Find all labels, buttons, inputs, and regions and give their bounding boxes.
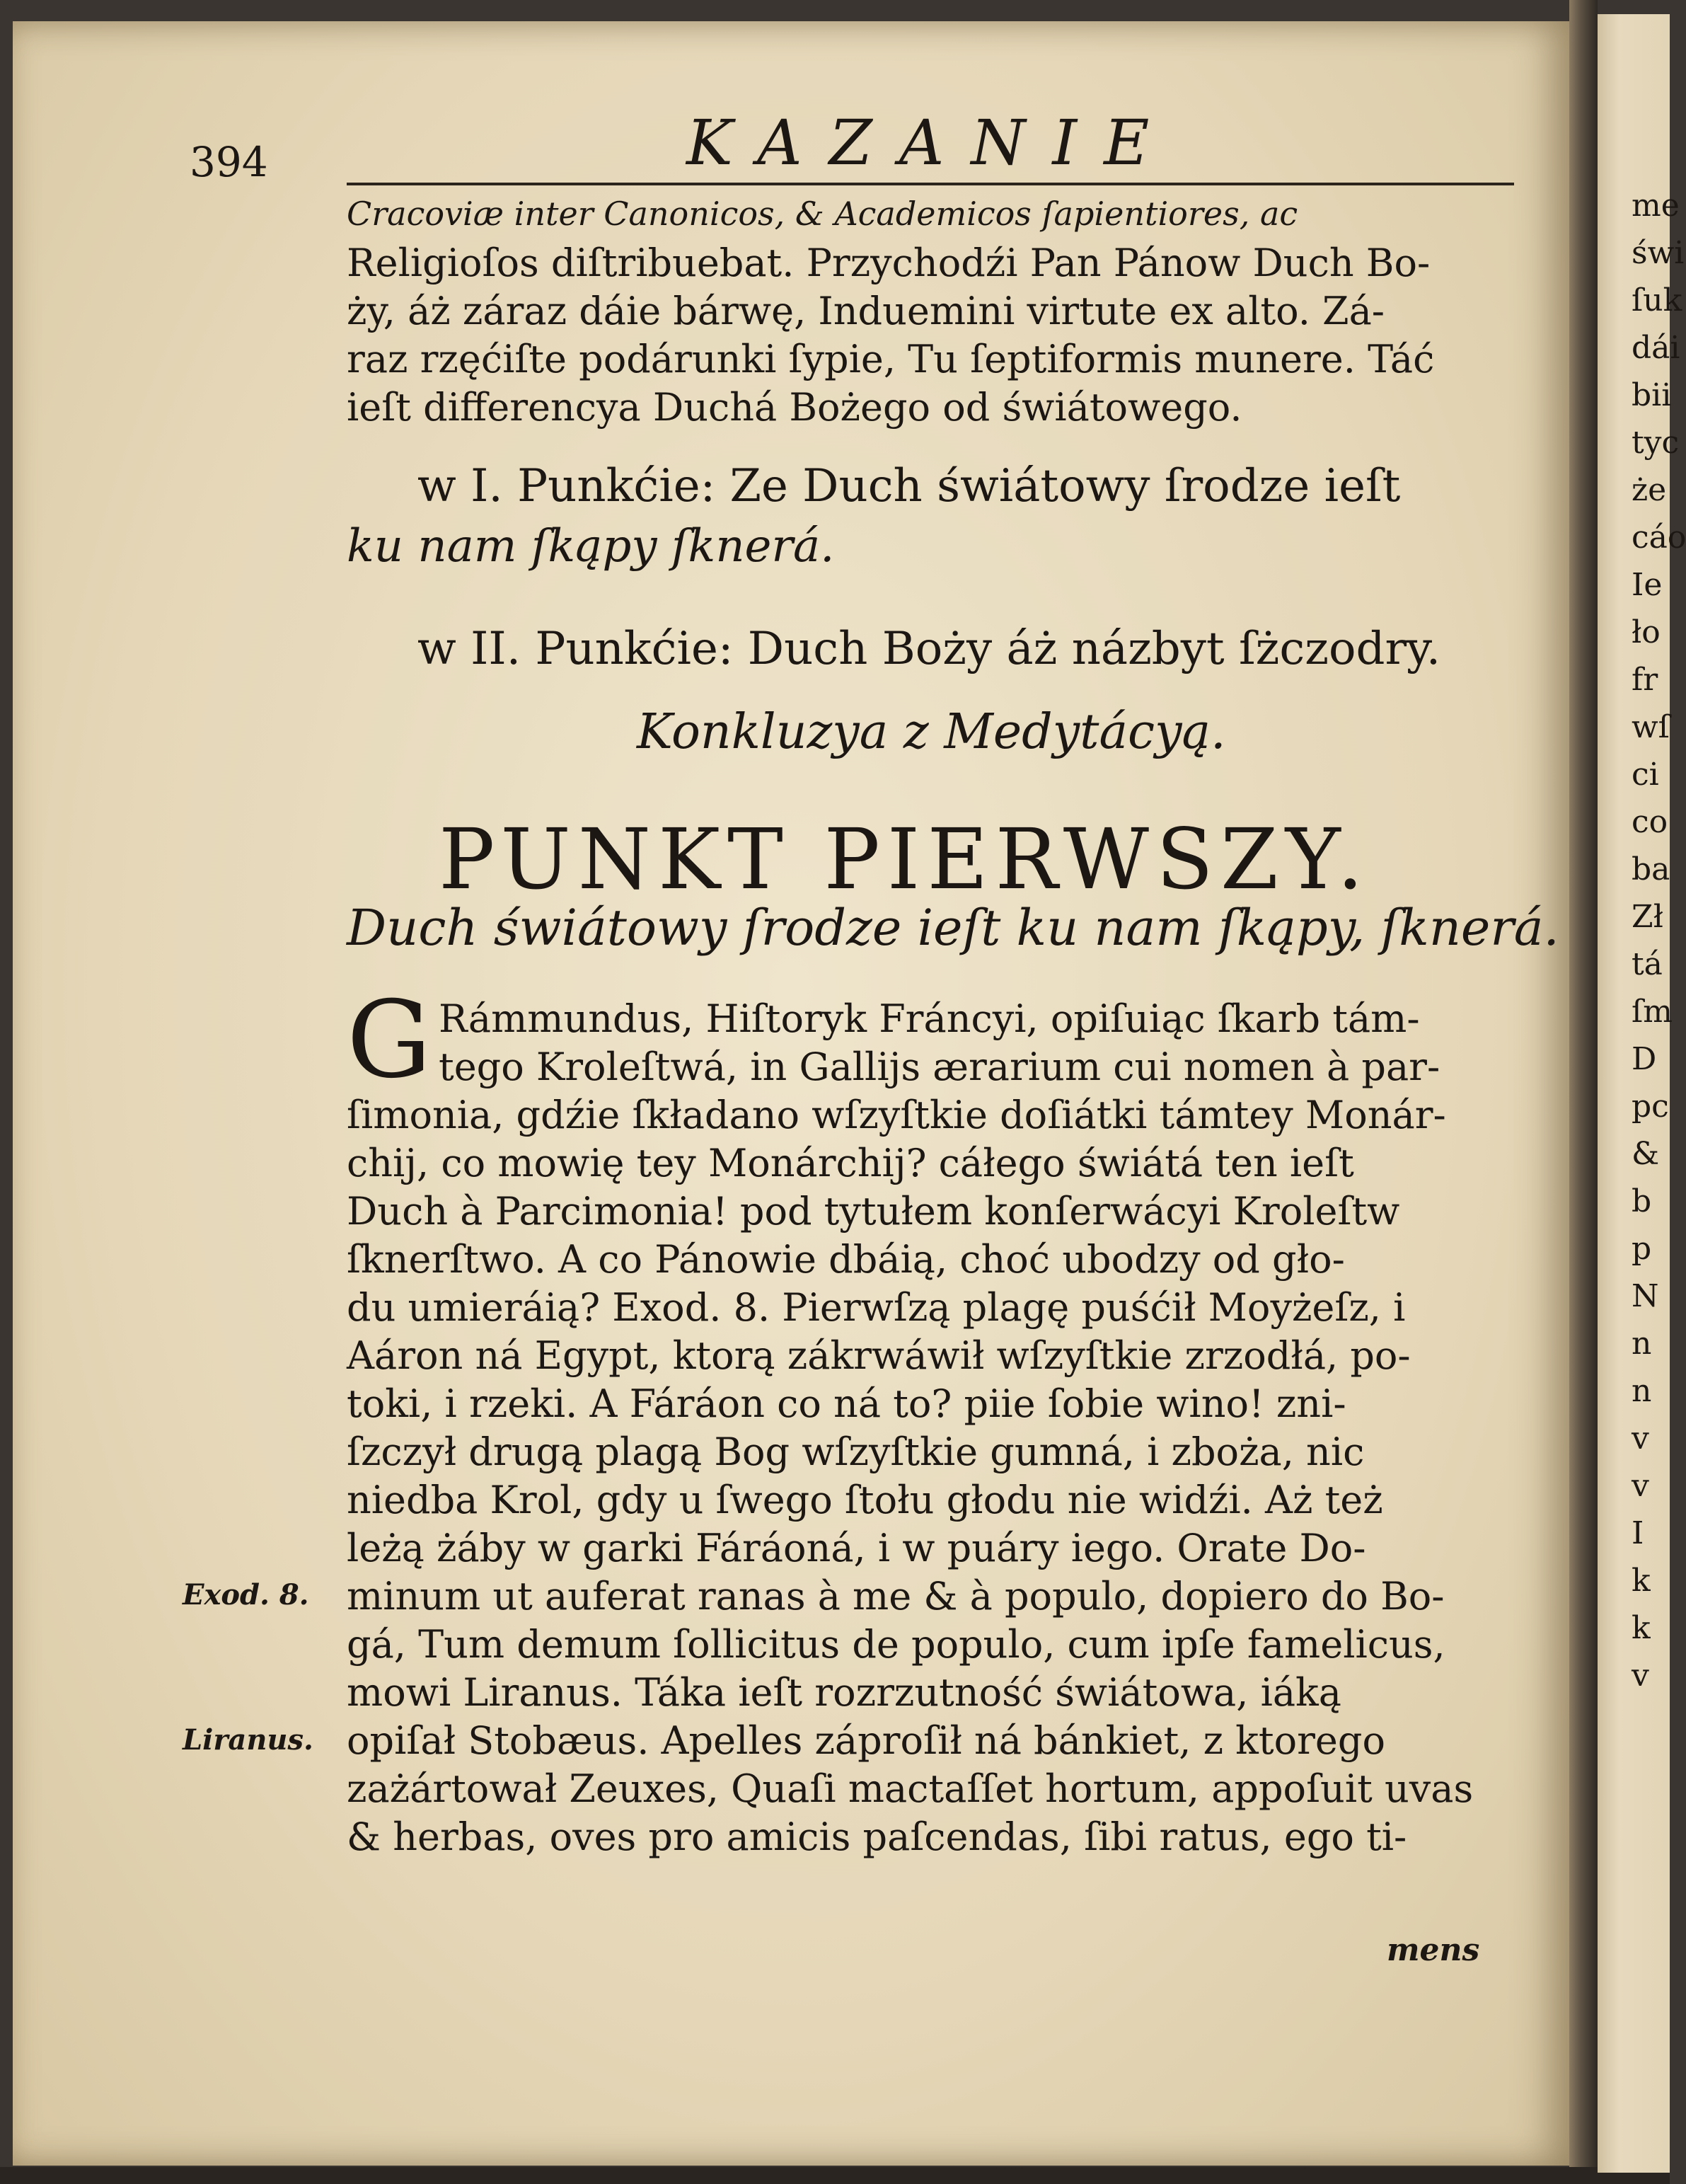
facing-page-fragment: pc <box>1632 1088 1669 1125</box>
point-two: w II. Punkćie: Duch Boży áż názbyt ſżczodry. <box>417 623 1441 675</box>
body-line-8: Aáron ná Egypt, ktorą zákrwáwił wſzyſtkie zrzodłá, po- <box>347 1333 1411 1378</box>
facing-page-fragment: tyc <box>1632 425 1680 461</box>
facing-page-fragment: cáo <box>1632 519 1686 556</box>
body-line-5: Duch à Parcimonia! pod tytułem konſerwácyi Kroleſtw <box>347 1189 1400 1234</box>
body-line-16: opiſał Stobæus. Apelles záproſił ná bánkiet, z ktorego <box>347 1718 1385 1763</box>
body-line-10: ſzczył drugą plagą Bog wſzyſtkie gumná, i zboża, nic <box>347 1430 1365 1474</box>
conclusion-line: Konkluzya z Medytácyą. <box>637 704 1226 760</box>
intro-line-5: ieſt differencya Duchá Bożego od świátowego. <box>347 385 1242 430</box>
facing-page-fragment: bii <box>1632 377 1672 413</box>
facing-page-fragment: p <box>1632 1231 1652 1267</box>
margin-note-exod: Exod. 8. <box>183 1578 309 1611</box>
body-line-2: tego Kroleſtwá, in Gallijs ærarium cui nomen à par- <box>439 1045 1440 1089</box>
body-line-11: niedba Krol, gdy u ſwego ſtołu głodu nie widźi. Aż też <box>347 1478 1383 1522</box>
facing-page-fragment: wſ <box>1632 709 1670 745</box>
body-line-17: zażártował Zeuxes, Quaſi mactaſſet hortum, appoſuit uvas <box>347 1766 1474 1811</box>
facing-page-fragment: n <box>1632 1373 1652 1409</box>
facing-page-fragment: k <box>1632 1610 1651 1646</box>
facing-page-fragment: b <box>1632 1183 1652 1219</box>
drop-cap: G <box>347 979 432 1102</box>
intro-line-4: raz rzęćiſte podárunki ſypie, Tu ſeptiformis munere. Táć <box>347 337 1435 381</box>
intro-line-2: Religioſos diſtribuebat. Przychodźi Pan Pánow Duch Bo- <box>347 241 1431 285</box>
body-line-15: mowi Liranus. Táka ieſt rozrzutność świátowa, iáką <box>347 1670 1341 1715</box>
facing-page-fragment: co <box>1632 804 1668 840</box>
facing-page-fragment: ba <box>1632 851 1670 887</box>
body-line-13: minum ut auferat ranas à me & à populo, dopiero do Bo- <box>347 1574 1445 1619</box>
book-gutter <box>1569 0 1598 2184</box>
facing-page-fragment: że <box>1632 472 1667 508</box>
facing-page-fragment: N <box>1632 1278 1659 1314</box>
facing-page-fragment: k <box>1632 1563 1651 1599</box>
body-line-14: gá, Tum demum ſollicitus de populo, cum ipſe famelicus, <box>347 1622 1445 1667</box>
facing-page-fragment: ſuk <box>1632 282 1682 318</box>
body-line-4: chij, co mowię tey Monárchij? cáłego świátá ten ieſt <box>347 1141 1354 1185</box>
facing-page-fragment: v <box>1632 1468 1649 1504</box>
margin-note-liranus: Liranus. <box>183 1723 313 1757</box>
facing-page-fragment: n <box>1632 1326 1652 1362</box>
intro-line-3: ży, áż záraz dáie bárwę, Induemini virtute ex alto. Zá- <box>347 289 1385 333</box>
body-line-12: leżą żáby w garki Fáráoná, i w puáry iego. Orate Do- <box>347 1526 1366 1570</box>
running-head: KAZANIE <box>686 106 1177 179</box>
facing-page-fragment: świ <box>1632 235 1685 271</box>
facing-page-fragment: ſm <box>1632 994 1673 1030</box>
body-line-18: & herbas, oves pro amicis paſcendas, ſibi ratus, ego ti- <box>347 1815 1407 1859</box>
facing-page-fragment: & <box>1632 1136 1660 1172</box>
point-one-line-2: ku nam ſkąpy ſknerá. <box>347 520 835 573</box>
facing-page-fragment: v <box>1632 1420 1649 1456</box>
scan-bottom-edge <box>0 2167 1670 2184</box>
facing-page-fragment: me <box>1632 188 1680 224</box>
facing-page-fragment: fr <box>1632 662 1658 698</box>
facing-page-fragment: I <box>1632 1515 1644 1551</box>
point-one-line-1: w I. Punkćie: Ze Duch świátowy ſrodze ieſt <box>417 460 1401 512</box>
catchword: mens <box>1387 1932 1480 1968</box>
page-number: 394 <box>190 138 268 186</box>
header-rule <box>347 183 1514 185</box>
body-line-9: toki, i rzeki. A Fáráon co ná to? piie ſobie wino! zni- <box>347 1381 1346 1426</box>
facing-page-fragment: Zł <box>1632 899 1663 935</box>
body-line-1: Rámmundus, Hiſtoryk Fráncyi, opiſuiąc ſkarb tám- <box>439 996 1420 1041</box>
section-subheading: Duch świátowy ſrodze ieſt ku nam ſkąpy, ſknerá. <box>347 899 1559 957</box>
facing-page-fragment: ło <box>1632 614 1661 650</box>
section-heading: PUNKT PIERWSZY. <box>439 810 1371 908</box>
body-line-3: ſimonia, gdźie ſkładano wſzyſtkie doſiátki támtey Monár- <box>347 1093 1446 1137</box>
body-line-6: ſknerſtwo. A co Pánowie dbáią, choć ubodzy od gło- <box>347 1237 1345 1282</box>
body-line-7: du umieráią? Exod. 8. Pierwſzą plagę puśćił Moyżeſz, i <box>347 1285 1406 1330</box>
facing-page-fragment: tá <box>1632 946 1663 982</box>
intro-line-1: Cracoviæ inter Canonicos, & Academicos ſapientiores, ac <box>347 195 1298 233</box>
facing-page-fragment: D <box>1632 1041 1657 1077</box>
facing-page-fragment: v <box>1632 1657 1649 1694</box>
facing-page-fragment: dái <box>1632 330 1680 366</box>
facing-page-fragment: Ie <box>1632 567 1663 603</box>
facing-page-fragment: ci <box>1632 757 1659 793</box>
